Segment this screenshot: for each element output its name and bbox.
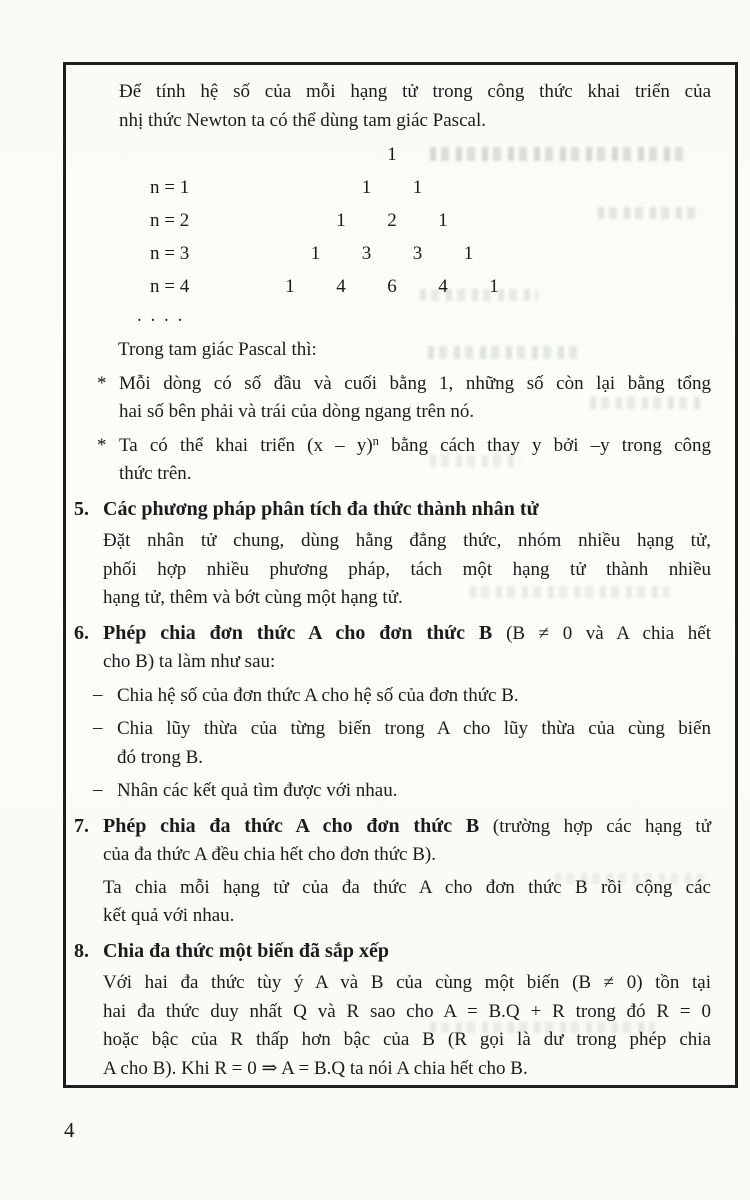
intro-paragraph [119, 78, 711, 135]
bullet-item [97, 370, 711, 427]
pascal-row-label: n = 2 [150, 210, 190, 231]
pascal-row [66, 271, 711, 304]
text-line: Với hai đa thức tùy ý A và B của cùng một biến (B ≠ 0) tồn tại [103, 972, 711, 993]
section-5-body [103, 527, 711, 613]
text-line: hoặc bậc của R thấp hơn bậc của B (R gọi là dư trong phép chia [103, 1029, 711, 1050]
text-line: hạng tử, thêm và bớt cùng một hạng tử. [103, 587, 403, 608]
section-6-items [66, 682, 711, 806]
text-line: phối hợp nhiều phương pháp, tách một hạng tử thành nhiều [103, 558, 711, 580]
dash-marker: – [93, 779, 103, 800]
section-number: 7. [74, 814, 89, 837]
heading-line [103, 619, 711, 649]
pascal-row-label: n = 1 [150, 177, 190, 198]
section-8-heading [74, 937, 711, 966]
text-line: Ta chia mỗi hạng tử của đa thức A cho đơn thức B rồi cộng các [103, 876, 711, 898]
text-segment: bằng cách thay y bởi –y trong công [378, 434, 712, 456]
text-line: Nhân các kết quả tìm được với nhau. [117, 780, 398, 801]
section-7-body [103, 874, 711, 931]
pascal-row [66, 238, 711, 271]
heading-bold-segment: Phép chia đơn thức A cho đơn thức B [103, 621, 507, 644]
text-line: hai số bên phải và trái của dòng ngang trên nó. [119, 401, 475, 422]
pascal-row-numbers [341, 174, 443, 203]
section-5-heading [74, 495, 711, 524]
section-number: 8. [74, 939, 89, 962]
pascal-row [66, 139, 711, 172]
heading-bold-segment: Phép chia đa thức A cho đơn thức B [103, 814, 493, 837]
pascal-number: 1 [361, 177, 372, 198]
pascal-number: 1 [412, 177, 423, 198]
dash-marker: – [93, 683, 103, 705]
section-7-heading [74, 812, 711, 870]
bullet-marker: * [97, 434, 107, 456]
dash-item-text [117, 682, 711, 711]
section-number: 6. [74, 621, 89, 644]
text-line: nhị thức Newton ta có thể dùng tam giác Pascal. [119, 109, 486, 131]
heading-regular-segment: (B ≠ 0 và A chia hết [506, 622, 712, 644]
dash-list-item [93, 682, 711, 711]
content-frame [63, 62, 738, 1088]
text-line: Mỗi dòng có số đầu và cuối bằng 1, những số còn lại bằng tổng [119, 372, 711, 394]
text-line: hai đa thức duy nhất Q và R sao cho A = B.Q + R trong đó R = 0 [103, 1000, 711, 1022]
pascal-note: Trong tam giác Pascal thì: [118, 339, 317, 360]
pascal-row-numbers [290, 240, 494, 269]
dash-marker: – [93, 717, 103, 738]
pascal-number: 4 [336, 276, 346, 297]
section-number: 5. [74, 497, 89, 520]
text-segment: Ta có thể khai triển (x – y) [119, 434, 373, 456]
pascal-row-label: n = 4 [150, 276, 190, 297]
pascal-number: 3 [412, 243, 423, 264]
exponent-superscript: n [372, 433, 379, 448]
pascal-number: 4 [438, 276, 448, 297]
pascal-row [66, 205, 711, 238]
text-line: Chia hệ số của đơn thức A cho hệ số của đơn thức B. [117, 684, 519, 706]
bullet-text [119, 432, 711, 489]
dash-list-item [93, 777, 711, 806]
text-line: thức trên. [119, 463, 192, 484]
pascal-triangle [66, 139, 711, 328]
bullet-item [97, 432, 712, 489]
section-8-body [103, 969, 711, 1083]
section-6-heading [74, 619, 712, 677]
pascal-number: 1 [285, 276, 295, 297]
page-number: 4 [64, 1118, 75, 1142]
heading-regular-segment: (trường hợp các hạng tử [492, 815, 711, 837]
dash-list-item [93, 715, 711, 772]
pascal-number: 1 [438, 210, 448, 231]
pascal-row-numbers [265, 273, 520, 302]
heading-line: cho B) ta làm như sau: [103, 651, 276, 672]
text-line: Đặt nhân tử chung, dùng hằng đẳng thức, nhóm nhiều hạng tử, [103, 530, 711, 551]
pascal-number: 1 [387, 144, 397, 165]
pascal-row [66, 172, 711, 205]
pascal-number: 6 [387, 276, 397, 297]
text-line: Chia lũy thừa của từng biến trong A cho lũy thừa của cùng biến [117, 718, 711, 739]
pascal-number: 1 [310, 243, 321, 264]
page-content [66, 65, 735, 1085]
pascal-row-numbers [316, 207, 469, 236]
bullet-text [119, 370, 711, 427]
pascal-rows [66, 139, 711, 304]
pascal-number: 3 [361, 243, 372, 264]
bullet-marker: * [97, 372, 107, 394]
heading-line: của đa thức A đều chia hết cho đơn thức B). [103, 844, 436, 865]
dash-item-text [117, 777, 711, 806]
text-line: Để tính hệ số của mỗi hạng tử trong công thức khai triển của [119, 81, 711, 102]
heading-line [103, 812, 711, 842]
pascal-row-label: n = 3 [150, 243, 190, 264]
pascal-row-numbers [367, 141, 418, 170]
text-line [119, 432, 711, 461]
dash-item-text [117, 715, 711, 772]
pascal-number: 1 [489, 276, 499, 297]
pascal-number: 1 [463, 243, 474, 264]
pascal-number: 2 [387, 210, 397, 231]
text-line: kết quả với nhau. [103, 905, 235, 926]
pascal-ellipsis: . . . . [137, 305, 185, 326]
heading-line: Các phương pháp phân tích đa thức thành nhân tử [103, 497, 539, 520]
pascal-number: 1 [336, 210, 346, 231]
heading-line: Chia đa thức một biến đã sắp xếp [103, 939, 389, 962]
text-line: đó trong B. [117, 746, 204, 768]
text-line: A cho B). Khi R = 0 ⇒ A = B.Q ta nói A chia hết cho B. [103, 1057, 528, 1079]
